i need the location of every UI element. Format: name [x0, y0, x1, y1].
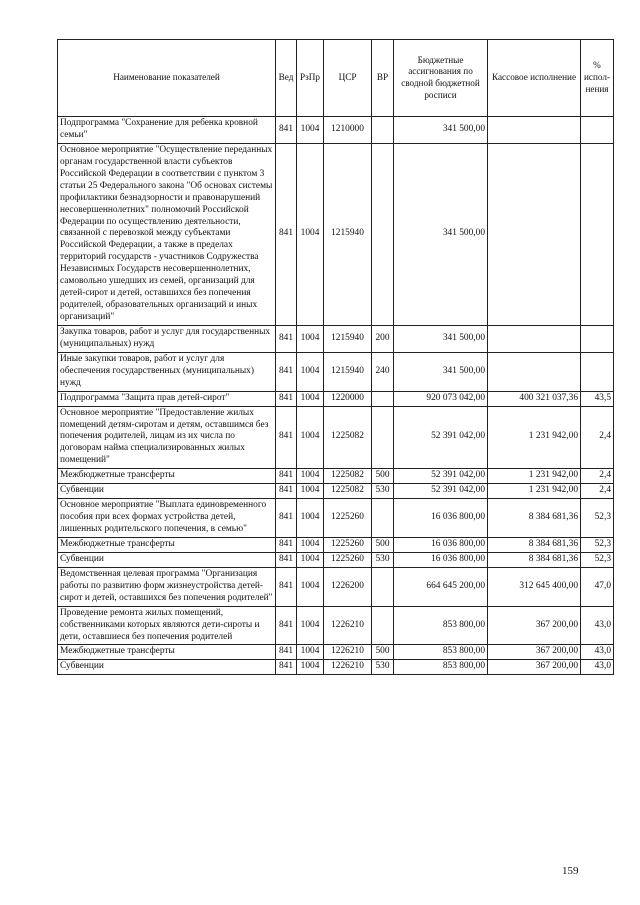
cell-csr: 1226210: [324, 645, 372, 660]
cell-assignments: 853 800,00: [394, 660, 488, 675]
cell-csr: 1215940: [324, 325, 372, 352]
cell-ved: 841: [276, 537, 297, 552]
table-row: [58, 645, 614, 660]
cell-percent: 43,0: [581, 660, 614, 675]
cell-name: Проведение ремонта жилых помещений, собственниками которых являются дети-сироты и дети, оставшиеся без попечения родителей: [58, 606, 276, 645]
cell-vr: 200: [372, 325, 394, 352]
header-csr: ЦСР: [324, 40, 372, 117]
cell-ved: 841: [276, 391, 297, 406]
cell-execution: 8 384 681,36: [488, 537, 581, 552]
cell-execution: [488, 117, 581, 144]
cell-percent: 2,4: [581, 406, 614, 469]
table-row: [58, 352, 614, 391]
cell-name: Ведомственная целевая программа "Организация работы по развитию форм жизнеустройства детей-сирот и детей, оставшихся без попечения родителей": [58, 567, 276, 606]
cell-csr: 1225082: [324, 484, 372, 499]
cell-rzpr: 1004: [297, 406, 324, 469]
table-row: [58, 143, 614, 325]
cell-percent: 43,5: [581, 391, 614, 406]
cell-ved: 841: [276, 499, 297, 538]
cell-assignments: 16 036 800,00: [394, 537, 488, 552]
cell-csr: 1215940: [324, 143, 372, 325]
cell-ved: 841: [276, 552, 297, 567]
cell-csr: 1225260: [324, 537, 372, 552]
cell-name: Субвенции: [58, 660, 276, 675]
cell-name: Подпрограмма "Защита прав детей-сирот": [58, 391, 276, 406]
cell-assignments: 52 391 042,00: [394, 406, 488, 469]
table-row: [58, 660, 614, 675]
cell-assignments: 16 036 800,00: [394, 499, 488, 538]
cell-ved: 841: [276, 484, 297, 499]
header-vr: ВР: [372, 40, 394, 117]
cell-rzpr: 1004: [297, 537, 324, 552]
budget-execution-table: [57, 39, 614, 675]
table-row: [58, 606, 614, 645]
cell-csr: 1225260: [324, 499, 372, 538]
cell-execution: 367 200,00: [488, 645, 581, 660]
table-row: [58, 552, 614, 567]
cell-assignments: 664 645 200,00: [394, 567, 488, 606]
cell-assignments: 52 391 042,00: [394, 469, 488, 484]
cell-name: Основное мероприятие "Осуществление переданных органам государственной власти субъектов Российской Федерации в соответствии с пунктом 3 статьи 25 Федерального закона "Об основах системы профилактики безнадзорности и правонарушений несовершеннолетних" полномочий Российской Федерации по осуществлению деятельности, связанной с перевозкой между субъектами Российской Федерации, а также в пределах территорий государств - участников Содружества Независимых Государств несовершеннолетних, самовольно ушедших из семей, организаций для детей-сирот и детей, оставшихся без попечения родителей, образовательных организаций и иных организаций": [58, 143, 276, 325]
cell-vr: 500: [372, 537, 394, 552]
header-name: Наименование показателей: [58, 40, 276, 117]
cell-assignments: 52 391 042,00: [394, 484, 488, 499]
cell-name: Межбюджетные трансферты: [58, 469, 276, 484]
cell-csr: 1225260: [324, 552, 372, 567]
cell-assignments: 920 073 042,00: [394, 391, 488, 406]
cell-ved: 841: [276, 352, 297, 391]
cell-csr: 1226210: [324, 606, 372, 645]
cell-csr: 1225082: [324, 406, 372, 469]
cell-percent: 2,4: [581, 469, 614, 484]
cell-assignments: 341 500,00: [394, 143, 488, 325]
cell-execution: 367 200,00: [488, 660, 581, 675]
header-assignments: Бюджетные ассигнования по сводной бюджетной росписи: [394, 40, 488, 117]
cell-execution: [488, 352, 581, 391]
cell-name: Закупка товаров, работ и услуг для государственных (муниципальных) нужд: [58, 325, 276, 352]
cell-name: Субвенции: [58, 552, 276, 567]
cell-assignments: 16 036 800,00: [394, 552, 488, 567]
cell-percent: [581, 143, 614, 325]
cell-ved: 841: [276, 117, 297, 144]
cell-execution: [488, 325, 581, 352]
cell-assignments: 853 800,00: [394, 606, 488, 645]
cell-percent: [581, 352, 614, 391]
cell-vr: 530: [372, 660, 394, 675]
cell-vr: 240: [372, 352, 394, 391]
cell-rzpr: 1004: [297, 552, 324, 567]
cell-vr: [372, 606, 394, 645]
table-row: [58, 484, 614, 499]
cell-csr: 1226200: [324, 567, 372, 606]
cell-name: Межбюджетные трансферты: [58, 537, 276, 552]
cell-execution: 367 200,00: [488, 606, 581, 645]
cell-rzpr: 1004: [297, 117, 324, 144]
cell-csr: 1210000: [324, 117, 372, 144]
cell-execution: 400 321 037,36: [488, 391, 581, 406]
cell-execution: 1 231 942,00: [488, 484, 581, 499]
cell-execution: 1 231 942,00: [488, 469, 581, 484]
cell-vr: 500: [372, 645, 394, 660]
table-row: [58, 537, 614, 552]
cell-ved: 841: [276, 325, 297, 352]
cell-percent: 47,0: [581, 567, 614, 606]
header-percent: % испол-нения: [581, 40, 614, 117]
cell-percent: [581, 117, 614, 144]
cell-rzpr: 1004: [297, 484, 324, 499]
cell-execution: 1 231 942,00: [488, 406, 581, 469]
cell-ved: 841: [276, 567, 297, 606]
cell-vr: [372, 499, 394, 538]
cell-vr: [372, 406, 394, 469]
cell-ved: 841: [276, 660, 297, 675]
header-rzpr: РзПр: [297, 40, 324, 117]
cell-vr: [372, 567, 394, 606]
table-body: [58, 117, 614, 675]
cell-ved: 841: [276, 469, 297, 484]
cell-rzpr: 1004: [297, 499, 324, 538]
cell-ved: 841: [276, 606, 297, 645]
cell-name: Основное мероприятие "Предоставление жилых помещений детям-сиротам и детям, оставшимся без попечения родителей, лицам из их числа по договорам найма специализированных жилых помещений": [58, 406, 276, 469]
table-row: [58, 406, 614, 469]
cell-name: Субвенции: [58, 484, 276, 499]
cell-assignments: 341 500,00: [394, 325, 488, 352]
cell-execution: [488, 143, 581, 325]
cell-percent: 43,0: [581, 606, 614, 645]
cell-assignments: 341 500,00: [394, 117, 488, 144]
cell-ved: 841: [276, 143, 297, 325]
cell-assignments: 853 800,00: [394, 645, 488, 660]
table-row: [58, 499, 614, 538]
table-header-row: [58, 40, 614, 117]
cell-ved: 841: [276, 406, 297, 469]
cell-percent: 2,4: [581, 484, 614, 499]
cell-rzpr: 1004: [297, 143, 324, 325]
header-execution: Кассовое исполнение: [488, 40, 581, 117]
cell-execution: 8 384 681,36: [488, 499, 581, 538]
cell-csr: 1220000: [324, 391, 372, 406]
cell-vr: 530: [372, 552, 394, 567]
cell-name: Основное мероприятие "Выплата единовременного пособия при всех формах устройства детей, лишенных родительского попечения, в семью": [58, 499, 276, 538]
cell-csr: 1225082: [324, 469, 372, 484]
cell-rzpr: 1004: [297, 660, 324, 675]
cell-vr: 530: [372, 484, 394, 499]
cell-csr: 1226210: [324, 660, 372, 675]
table-row: [58, 391, 614, 406]
cell-rzpr: 1004: [297, 391, 324, 406]
cell-vr: 500: [372, 469, 394, 484]
table-row: [58, 567, 614, 606]
cell-ved: 841: [276, 645, 297, 660]
cell-execution: 312 645 400,00: [488, 567, 581, 606]
cell-name: Иные закупки товаров, работ и услуг для обеспечения государственных (муниципальных) нужд: [58, 352, 276, 391]
cell-percent: 52,3: [581, 499, 614, 538]
cell-percent: 43,0: [581, 645, 614, 660]
table-row: [58, 117, 614, 144]
cell-vr: [372, 143, 394, 325]
cell-name: Межбюджетные трансферты: [58, 645, 276, 660]
cell-rzpr: 1004: [297, 352, 324, 391]
cell-name: Подпрограмма "Сохранение для ребенка кровной семьи": [58, 117, 276, 144]
cell-percent: 52,3: [581, 537, 614, 552]
cell-rzpr: 1004: [297, 606, 324, 645]
header-ved: Вед: [276, 40, 297, 117]
table-row: [58, 469, 614, 484]
cell-rzpr: 1004: [297, 469, 324, 484]
cell-assignments: 341 500,00: [394, 352, 488, 391]
cell-execution: 8 384 681,36: [488, 552, 581, 567]
table-row: [58, 325, 614, 352]
cell-vr: [372, 391, 394, 406]
cell-percent: [581, 325, 614, 352]
page-number: 159: [562, 865, 579, 877]
cell-csr: 1215940: [324, 352, 372, 391]
cell-percent: 52,3: [581, 552, 614, 567]
cell-rzpr: 1004: [297, 567, 324, 606]
cell-rzpr: 1004: [297, 645, 324, 660]
cell-vr: [372, 117, 394, 144]
cell-rzpr: 1004: [297, 325, 324, 352]
